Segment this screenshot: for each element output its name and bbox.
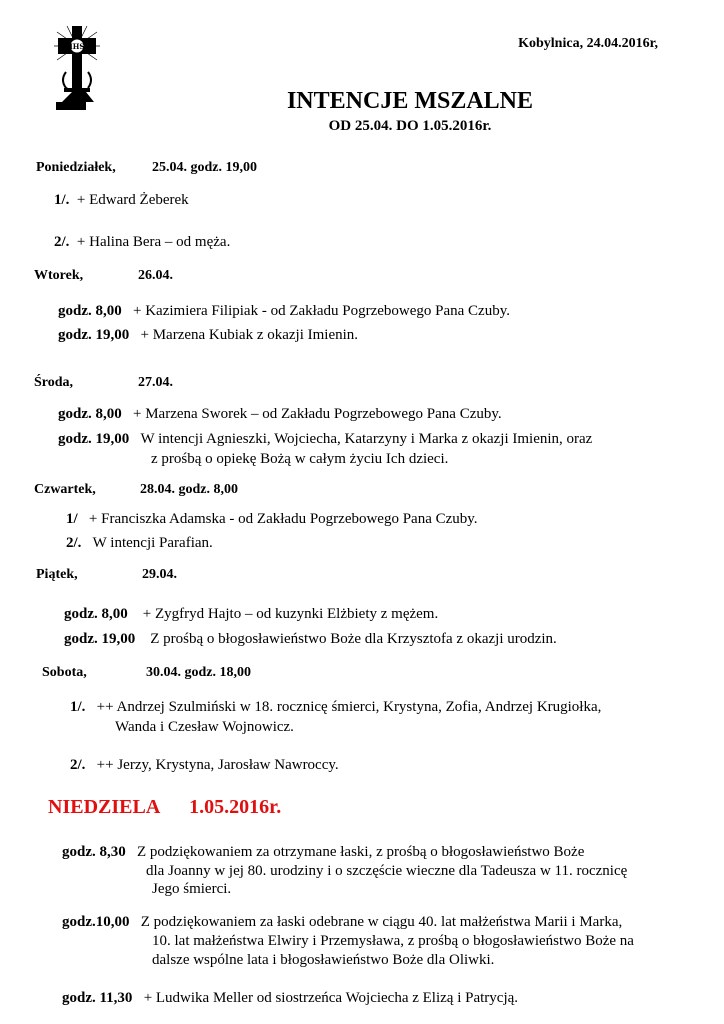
entry-text-continued: z prośbą o opiekę Bożą w całym życiu Ich dzieci. <box>151 451 449 467</box>
entry-text: Z podziękowaniem za otrzymane łaski, z prośbą o błogosławieństwo Boże <box>137 844 585 860</box>
entry-time: godz. 8,00 <box>58 303 122 319</box>
entry-text-continued: 10. lat małżeństwa Elwiry i Przemysława, z prośbą o błogosławieństwo Boże na <box>152 933 634 949</box>
day-date: 25.04. godz. 19,00 <box>152 160 257 175</box>
day-name: Sobota, <box>42 665 87 680</box>
entry-text: + Zygfryd Hajto – od kuzynki Elżbiety z mężem. <box>142 606 439 622</box>
day-date: 30.04. godz. 18,00 <box>146 665 251 680</box>
day-date: 28.04. godz. 8,00 <box>140 482 238 497</box>
entry-time: godz. 19,00 <box>58 327 130 343</box>
entry-text: + Kazimiera Filipiak - od Zakładu Pogrzebowego Pana Czuby. <box>133 303 510 319</box>
entry-text: + Halina Bera – od męża. <box>76 234 231 250</box>
entry-time: godz. 19,00 <box>64 631 136 647</box>
page-title: INTENCJE MSZALNE <box>286 88 534 114</box>
entry-text: ++ Jerzy, Krystyna, Jarosław Nawroccy. <box>96 757 339 773</box>
logo-text: IHS <box>69 42 85 51</box>
entry-text: Z prośbą o błogosławieństwo Boże dla Krzysztofa z okazji urodzin. <box>150 631 557 647</box>
entry-text: + Edward Żeberek <box>76 192 189 208</box>
day-name: Poniedziałek, <box>36 160 116 175</box>
day-date: 26.04. <box>138 268 173 283</box>
entry-text-continued: dla Joanny w jej 80. urodziny i o szczęście wieczne dla Tadeusza w 11. rocznicę <box>146 863 628 879</box>
day-name: Środa, <box>34 375 74 390</box>
entry-time: godz. 19,00 <box>58 431 130 447</box>
entry-time: 2/. <box>54 234 70 250</box>
entry-time: godz. 8,30 <box>62 844 126 860</box>
day-date: 27.04. <box>138 375 173 390</box>
entry-time: 1/. <box>54 192 70 208</box>
entry-text: ++ Andrzej Szulmiński w 18. rocznicę śmierci, Krystyna, Zofia, Andrzej Krugiołka, <box>96 699 602 715</box>
entry-text: + Marzena Kubiak z okazji Imienin. <box>140 327 359 343</box>
day-date: 29.04. <box>142 567 177 582</box>
entry-text: W intencji Parafian. <box>92 535 213 551</box>
entry-text-continued: Jego śmierci. <box>152 881 232 897</box>
entry-time: godz. 11,30 <box>62 990 133 1006</box>
entry-time: 2/. <box>66 535 82 551</box>
entry-time: 1/. <box>70 699 86 715</box>
entry-text: + Franciszka Adamska - od Zakładu Pogrzebowego Pana Czuby. <box>88 511 478 527</box>
entry-text: + Ludwika Meller od siostrzeńca Wojciecha z Elizą i Patrycją. <box>143 990 519 1006</box>
entry-time: godz. 8,00 <box>64 606 128 622</box>
day-name: Czwartek, <box>34 482 96 497</box>
day-name: Wtorek, <box>34 268 84 283</box>
entry-time: godz.10,00 <box>62 914 130 930</box>
entry-time: godz. 8,00 <box>58 406 122 422</box>
entry-text-continued: Wanda i Czesław Wojnowicz. <box>115 719 294 735</box>
entry-time: 1/ <box>66 511 78 527</box>
entry-text: Z podziękowaniem za łaski odebrane w ciągu 40. lat małżeństwa Marii i Marka, <box>140 914 623 930</box>
entry-time: 2/. <box>70 757 86 773</box>
sunday-title: NIEDZIELA 1.05.2016r. <box>48 796 282 818</box>
day-name: Piątek, <box>36 567 78 582</box>
place-date: Kobylnica, 24.04.2016r, <box>518 36 658 51</box>
entry-text: + Marzena Sworek – od Zakładu Pogrzebowego Pana Czuby. <box>133 406 502 422</box>
page-subtitle: OD 25.04. DO 1.05.2016r. <box>328 118 492 134</box>
entry-text: W intencji Agnieszki, Wojciecha, Katarzyny i Marka z okazji Imienin, oraz <box>140 431 593 447</box>
entry-text-continued: dalsze wspólne lata i błogosławieństwo Boże dla Oliwki. <box>152 952 495 968</box>
